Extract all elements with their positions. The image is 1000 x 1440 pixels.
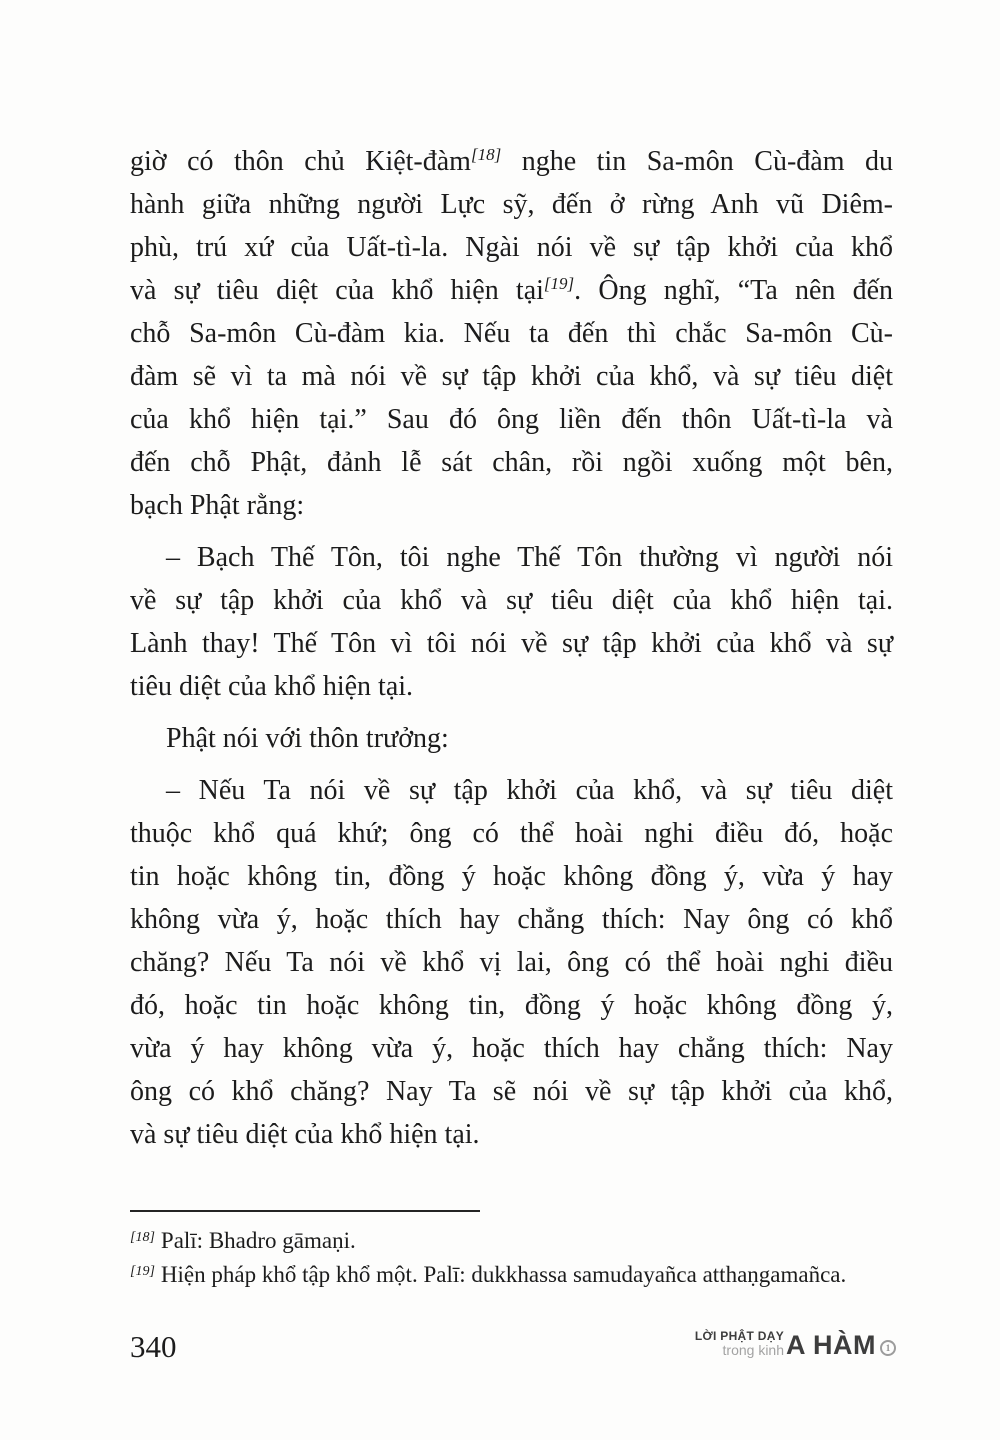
text-line: Lành thay! Thế Tôn vì tôi nói về sự tập khởi của khổ và sự [130, 628, 893, 659]
footnote-marker: [18] [130, 1230, 155, 1245]
text-line: – Bạch Thế Tôn, tôi nghe Thế Tôn thường vì người nói [166, 542, 893, 573]
footnote-marker: [19] [130, 1264, 155, 1279]
body-text [130, 140, 893, 1156]
text-line: – Nếu Ta nói về sự tập khởi của khổ, và sự tiêu diệt [166, 775, 893, 806]
footnote-marker: [18] [470, 145, 502, 164]
footnote-item: [19] Hiện pháp khổ tập khổ một. Palī: dukkhassa samudayañca atthaṇgamañca. [130, 1262, 847, 1287]
text-line: chăng? Nếu Ta nói về khổ vị lai, ông có thể hoài nghi điều [130, 947, 893, 978]
footnotes [130, 1224, 920, 1292]
logo-series-title: LỜI PHẬT DẠY [694, 1329, 784, 1343]
text-line: về sự tập khởi của khổ và sự tiêu diệt của khổ hiện tại. [130, 585, 893, 616]
paragraph [130, 536, 893, 708]
text-line: phù, trú xứ của Uất-tì-la. Ngài nói về sự tập khởi của khổ [130, 232, 893, 263]
text-line: thuộc khổ quá khứ; ông có thể hoài nghi điều đó, hoặc [130, 818, 893, 849]
text-line: giờ có thôn chủ Kiệt-đàm[18] nghe tin Sa-môn Cù-đàm du [130, 145, 893, 177]
page-number: 340 [130, 1329, 177, 1364]
paragraph [130, 769, 893, 1156]
text-line: ông có khổ chăng? Nay Ta sẽ nói về sự tập khởi của khổ, [130, 1076, 893, 1107]
book-logo [695, 1330, 896, 1359]
text-line: đến chỗ Phật, đảnh lễ sát chân, rồi ngồi xuống một bên, [130, 447, 893, 478]
text-line: tiêu diệt của khổ hiện tại. [130, 671, 414, 702]
text-line: và sự tiêu diệt của khổ hiện tại. [130, 1119, 480, 1150]
text-line: đó, hoặc tin hoặc không tin, đồng ý hoặc không đồng ý, [130, 990, 893, 1021]
text-line: và sự tiêu diệt của khổ hiện tại[19]. Ông nghĩ, “Ta nên đến [130, 274, 894, 306]
footnote-item: [18] Palī: Bhadro gāmaṇi. [130, 1228, 356, 1253]
text-line: hành giữa những người Lực sỹ, đến ở rừng Anh vũ Diêm- [130, 189, 893, 220]
text-line: tin hoặc không tin, đồng ý hoặc không đồng ý, vừa ý hay [130, 861, 893, 892]
volume-badge-icon [880, 1340, 896, 1356]
text-line: chỗ Sa-môn Cù-đàm kia. Nếu ta đến thì chắc Sa-môn Cù- [130, 318, 893, 349]
text-line: bạch Phật rằng: [130, 490, 305, 521]
paragraph [130, 140, 893, 527]
paragraph [130, 717, 893, 760]
logo-series-block [695, 1330, 784, 1359]
text-line: đàm sẽ vì ta mà nói về sự tập khởi của khổ, và sự tiêu diệt [130, 361, 893, 392]
text-line: của khổ hiện tại.” Sau đó ông liền đến thôn Uất-tì-la và [130, 404, 893, 435]
logo-book-title: A HÀM [786, 1330, 876, 1360]
footnote-marker: [19] [543, 274, 575, 293]
volume-number: 1 [885, 1343, 891, 1353]
text-line: Phật nói với thôn trưởng: [166, 723, 449, 754]
footnote-separator [130, 1210, 480, 1212]
text-line: vừa ý hay không vừa ý, hoặc thích hay chẳng thích: Nay [130, 1033, 893, 1064]
text-line: không vừa ý, hoặc thích hay chẳng thích: Nay ông có khổ [130, 904, 893, 935]
logo-series-subtitle: trong kinh [722, 1342, 784, 1358]
